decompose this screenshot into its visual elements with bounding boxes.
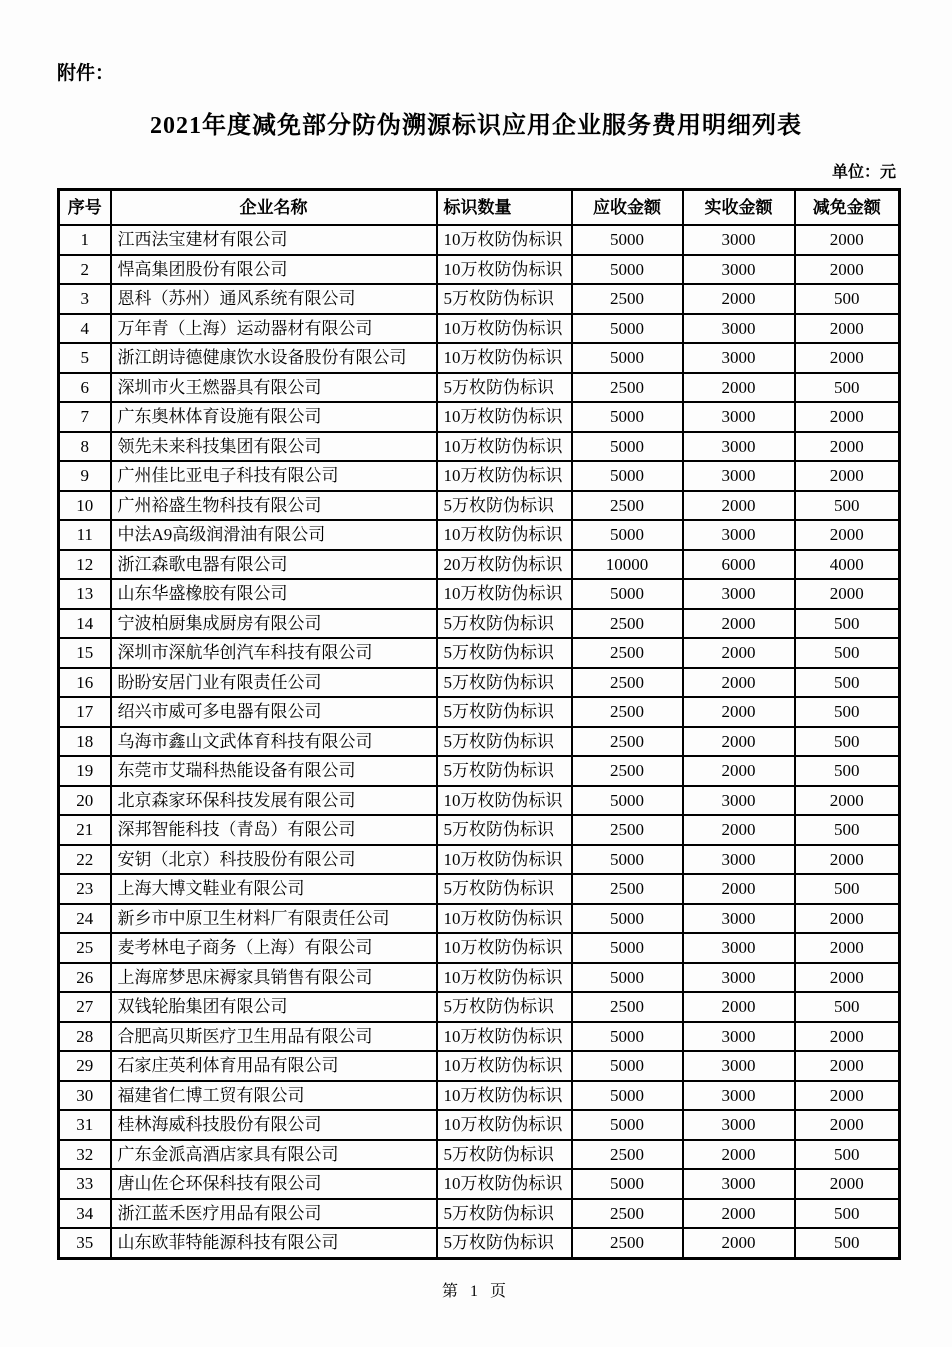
received-amount: 3000 <box>683 255 795 285</box>
reduction-amount: 500 <box>795 1228 900 1258</box>
receivable-amount: 2500 <box>572 1140 683 1170</box>
row-number: 35 <box>59 1228 111 1258</box>
row-number: 5 <box>59 343 111 373</box>
table-row <box>59 1199 900 1229</box>
reduction-amount: 2000 <box>795 1022 900 1052</box>
company-name: 双钱轮胎集团有限公司 <box>111 992 437 1022</box>
row-number: 19 <box>59 756 111 786</box>
receivable-amount: 5000 <box>572 1051 683 1081</box>
label-quantity: 10万枚防伪标识 <box>437 1022 572 1052</box>
reduction-amount: 4000 <box>795 550 900 580</box>
label-quantity: 5万枚防伪标识 <box>437 284 572 314</box>
company-name: 安钥（北京）科技股份有限公司 <box>111 845 437 875</box>
receivable-amount: 2500 <box>572 992 683 1022</box>
reduction-amount: 2000 <box>795 343 900 373</box>
row-number: 24 <box>59 904 111 934</box>
receivable-amount: 5000 <box>572 343 683 373</box>
table-row <box>59 461 900 491</box>
table-row <box>59 1140 900 1170</box>
reduction-amount: 500 <box>795 756 900 786</box>
receivable-amount: 5000 <box>572 520 683 550</box>
received-amount: 3000 <box>683 1110 795 1140</box>
company-name: 浙江森歌电器有限公司 <box>111 550 437 580</box>
receivable-amount: 5000 <box>572 1022 683 1052</box>
label-quantity: 10万枚防伪标识 <box>437 1110 572 1140</box>
label-quantity: 5万枚防伪标识 <box>437 727 572 757</box>
table-row <box>59 874 900 904</box>
row-number: 34 <box>59 1199 111 1229</box>
company-name: 桂林海威科技股份有限公司 <box>111 1110 437 1140</box>
received-amount: 3000 <box>683 845 795 875</box>
company-name: 深邦智能科技（青岛）有限公司 <box>111 815 437 845</box>
table-row <box>59 255 900 285</box>
table-row <box>59 815 900 845</box>
row-number: 1 <box>59 225 111 255</box>
reduction-amount: 500 <box>795 992 900 1022</box>
reduction-amount: 2000 <box>795 314 900 344</box>
row-number: 32 <box>59 1140 111 1170</box>
company-name: 广州佳比亚电子科技有限公司 <box>111 461 437 491</box>
row-number: 30 <box>59 1081 111 1111</box>
label-quantity: 10万枚防伪标识 <box>437 904 572 934</box>
row-number: 3 <box>59 284 111 314</box>
header-received: 实收金额 <box>683 190 795 226</box>
received-amount: 2000 <box>683 373 795 403</box>
company-name: 乌海市鑫山文武体育科技有限公司 <box>111 727 437 757</box>
label-quantity: 10万枚防伪标识 <box>437 255 572 285</box>
label-quantity: 10万枚防伪标识 <box>437 933 572 963</box>
header-quantity: 标识数量 <box>437 190 572 226</box>
receivable-amount: 2500 <box>572 668 683 698</box>
reduction-amount: 500 <box>795 697 900 727</box>
receivable-amount: 2500 <box>572 373 683 403</box>
reduction-amount: 2000 <box>795 461 900 491</box>
header-no: 序号 <box>59 190 111 226</box>
table-row <box>59 550 900 580</box>
company-name: 山东欧菲特能源科技有限公司 <box>111 1228 437 1258</box>
table-row <box>59 963 900 993</box>
row-number: 20 <box>59 786 111 816</box>
received-amount: 6000 <box>683 550 795 580</box>
company-name: 深圳市深航华创汽车科技有限公司 <box>111 638 437 668</box>
received-amount: 2000 <box>683 668 795 698</box>
label-quantity: 10万枚防伪标识 <box>437 1081 572 1111</box>
row-number: 14 <box>59 609 111 639</box>
label-quantity: 10万枚防伪标识 <box>437 432 572 462</box>
company-name: 深圳市火王燃器具有限公司 <box>111 373 437 403</box>
company-name: 上海大博文鞋业有限公司 <box>111 874 437 904</box>
label-quantity: 10万枚防伪标识 <box>437 520 572 550</box>
reduction-amount: 2000 <box>795 255 900 285</box>
table-row <box>59 373 900 403</box>
receivable-amount: 5000 <box>572 904 683 934</box>
table-header <box>59 190 900 226</box>
receivable-amount: 5000 <box>572 1169 683 1199</box>
row-number: 21 <box>59 815 111 845</box>
reduction-amount: 500 <box>795 491 900 521</box>
reduction-amount: 2000 <box>795 579 900 609</box>
receivable-amount: 10000 <box>572 550 683 580</box>
label-quantity: 10万枚防伪标识 <box>437 343 572 373</box>
row-number: 4 <box>59 314 111 344</box>
table-row <box>59 756 900 786</box>
label-quantity: 5万枚防伪标识 <box>437 1228 572 1258</box>
receivable-amount: 5000 <box>572 461 683 491</box>
received-amount: 3000 <box>683 402 795 432</box>
label-quantity: 5万枚防伪标识 <box>437 1140 572 1170</box>
header-company: 企业名称 <box>111 190 437 226</box>
received-amount: 2000 <box>683 727 795 757</box>
table-row <box>59 520 900 550</box>
row-number: 6 <box>59 373 111 403</box>
receivable-amount: 5000 <box>572 1110 683 1140</box>
label-quantity: 5万枚防伪标识 <box>437 609 572 639</box>
label-quantity: 5万枚防伪标识 <box>437 697 572 727</box>
reduction-amount: 500 <box>795 668 900 698</box>
table-row <box>59 992 900 1022</box>
table-row <box>59 225 900 255</box>
table-body <box>59 225 900 1258</box>
received-amount: 3000 <box>683 343 795 373</box>
reduction-amount: 2000 <box>795 225 900 255</box>
header-reduction: 减免金额 <box>795 190 900 226</box>
company-name: 盼盼安居门业有限责任公司 <box>111 668 437 698</box>
reduction-amount: 500 <box>795 373 900 403</box>
received-amount: 2000 <box>683 1199 795 1229</box>
row-number: 13 <box>59 579 111 609</box>
receivable-amount: 5000 <box>572 786 683 816</box>
fee-table <box>57 188 901 1260</box>
company-name: 福建省仁博工贸有限公司 <box>111 1081 437 1111</box>
row-number: 29 <box>59 1051 111 1081</box>
company-name: 合肥高贝斯医疗卫生用品有限公司 <box>111 1022 437 1052</box>
receivable-amount: 2500 <box>572 874 683 904</box>
received-amount: 2000 <box>683 1140 795 1170</box>
row-number: 25 <box>59 933 111 963</box>
company-name: 浙江蓝禾医疗用品有限公司 <box>111 1199 437 1229</box>
label-quantity: 5万枚防伪标识 <box>437 815 572 845</box>
table-row <box>59 697 900 727</box>
row-number: 33 <box>59 1169 111 1199</box>
row-number: 27 <box>59 992 111 1022</box>
reduction-amount: 2000 <box>795 1110 900 1140</box>
row-number: 15 <box>59 638 111 668</box>
received-amount: 3000 <box>683 963 795 993</box>
table-row <box>59 579 900 609</box>
reduction-amount: 2000 <box>795 1051 900 1081</box>
reduction-amount: 500 <box>795 609 900 639</box>
label-quantity: 10万枚防伪标识 <box>437 225 572 255</box>
company-name: 山东华盛橡胶有限公司 <box>111 579 437 609</box>
label-quantity: 5万枚防伪标识 <box>437 373 572 403</box>
reduction-amount: 500 <box>795 727 900 757</box>
received-amount: 3000 <box>683 904 795 934</box>
row-number: 18 <box>59 727 111 757</box>
label-quantity: 10万枚防伪标识 <box>437 461 572 491</box>
reduction-amount: 2000 <box>795 402 900 432</box>
label-quantity: 10万枚防伪标识 <box>437 314 572 344</box>
header-receivable: 应收金额 <box>572 190 683 226</box>
reduction-amount: 2000 <box>795 432 900 462</box>
received-amount: 2000 <box>683 815 795 845</box>
received-amount: 2000 <box>683 609 795 639</box>
reduction-amount: 2000 <box>795 904 900 934</box>
reduction-amount: 2000 <box>795 786 900 816</box>
received-amount: 3000 <box>683 1169 795 1199</box>
received-amount: 2000 <box>683 756 795 786</box>
row-number: 11 <box>59 520 111 550</box>
table-row <box>59 1081 900 1111</box>
table-row <box>59 904 900 934</box>
receivable-amount: 5000 <box>572 314 683 344</box>
table-row <box>59 491 900 521</box>
table-row <box>59 845 900 875</box>
page-title: 2021年度减免部分防伪溯源标识应用企业服务费用明细列表 <box>150 113 802 139</box>
reduction-amount: 500 <box>795 874 900 904</box>
table-row <box>59 343 900 373</box>
received-amount: 2000 <box>683 697 795 727</box>
company-name: 麦考林电子商务（上海）有限公司 <box>111 933 437 963</box>
company-name: 江西法宝建材有限公司 <box>111 225 437 255</box>
receivable-amount: 5000 <box>572 432 683 462</box>
received-amount: 3000 <box>683 461 795 491</box>
receivable-amount: 2500 <box>572 609 683 639</box>
receivable-amount: 2500 <box>572 756 683 786</box>
table-row <box>59 786 900 816</box>
receivable-amount: 2500 <box>572 491 683 521</box>
received-amount: 3000 <box>683 520 795 550</box>
received-amount: 3000 <box>683 1022 795 1052</box>
received-amount: 2000 <box>683 491 795 521</box>
row-number: 10 <box>59 491 111 521</box>
row-number: 22 <box>59 845 111 875</box>
table-row <box>59 1022 900 1052</box>
receivable-amount: 5000 <box>572 963 683 993</box>
receivable-amount: 5000 <box>572 1081 683 1111</box>
label-quantity: 5万枚防伪标识 <box>437 668 572 698</box>
table-row <box>59 609 900 639</box>
receivable-amount: 2500 <box>572 1199 683 1229</box>
company-name: 上海席梦思床褥家具销售有限公司 <box>111 963 437 993</box>
received-amount: 2000 <box>683 1228 795 1258</box>
receivable-amount: 5000 <box>572 579 683 609</box>
receivable-amount: 5000 <box>572 225 683 255</box>
row-number: 26 <box>59 963 111 993</box>
company-name: 悍高集团股份有限公司 <box>111 255 437 285</box>
table-row <box>59 933 900 963</box>
label-quantity: 5万枚防伪标识 <box>437 491 572 521</box>
company-name: 东莞市艾瑞科热能设备有限公司 <box>111 756 437 786</box>
table-row <box>59 638 900 668</box>
label-quantity: 10万枚防伪标识 <box>437 786 572 816</box>
reduction-amount: 500 <box>795 1199 900 1229</box>
table-row <box>59 432 900 462</box>
label-quantity: 5万枚防伪标识 <box>437 1199 572 1229</box>
label-quantity: 5万枚防伪标识 <box>437 992 572 1022</box>
table-row <box>59 1110 900 1140</box>
label-quantity: 10万枚防伪标识 <box>437 845 572 875</box>
received-amount: 2000 <box>683 638 795 668</box>
row-number: 28 <box>59 1022 111 1052</box>
reduction-amount: 2000 <box>795 1169 900 1199</box>
receivable-amount: 2500 <box>572 1228 683 1258</box>
unit-note: 单位：元 <box>831 164 896 181</box>
row-number: 31 <box>59 1110 111 1140</box>
attachment-label: 附件： <box>57 63 115 84</box>
label-quantity: 5万枚防伪标识 <box>437 638 572 668</box>
receivable-amount: 2500 <box>572 638 683 668</box>
label-quantity: 10万枚防伪标识 <box>437 579 572 609</box>
table-row <box>59 314 900 344</box>
label-quantity: 5万枚防伪标识 <box>437 874 572 904</box>
label-quantity: 10万枚防伪标识 <box>437 402 572 432</box>
label-quantity: 10万枚防伪标识 <box>437 1169 572 1199</box>
reduction-amount: 500 <box>795 815 900 845</box>
reduction-amount: 2000 <box>795 963 900 993</box>
row-number: 12 <box>59 550 111 580</box>
company-name: 北京森家环保科技发展有限公司 <box>111 786 437 816</box>
company-name: 领先未来科技集团有限公司 <box>111 432 437 462</box>
receivable-amount: 5000 <box>572 933 683 963</box>
receivable-amount: 2500 <box>572 284 683 314</box>
table-row <box>59 1169 900 1199</box>
table-row <box>59 727 900 757</box>
receivable-amount: 2500 <box>572 815 683 845</box>
reduction-amount: 2000 <box>795 520 900 550</box>
company-name: 浙江朗诗德健康饮水设备股份有限公司 <box>111 343 437 373</box>
table-row <box>59 402 900 432</box>
row-number: 2 <box>59 255 111 285</box>
row-number: 8 <box>59 432 111 462</box>
received-amount: 2000 <box>683 874 795 904</box>
received-amount: 3000 <box>683 786 795 816</box>
table-row <box>59 668 900 698</box>
receivable-amount: 2500 <box>572 727 683 757</box>
received-amount: 2000 <box>683 992 795 1022</box>
receivable-amount: 2500 <box>572 697 683 727</box>
company-name: 广州裕盛生物科技有限公司 <box>111 491 437 521</box>
received-amount: 3000 <box>683 1081 795 1111</box>
label-quantity: 10万枚防伪标识 <box>437 1051 572 1081</box>
company-name: 绍兴市威可多电器有限公司 <box>111 697 437 727</box>
received-amount: 3000 <box>683 579 795 609</box>
company-name: 万年青（上海）运动器材有限公司 <box>111 314 437 344</box>
row-number: 23 <box>59 874 111 904</box>
row-number: 7 <box>59 402 111 432</box>
reduction-amount: 500 <box>795 1140 900 1170</box>
label-quantity: 5万枚防伪标识 <box>437 756 572 786</box>
reduction-amount: 2000 <box>795 933 900 963</box>
reduction-amount: 2000 <box>795 1081 900 1111</box>
company-name: 中法A9高级润滑油有限公司 <box>111 520 437 550</box>
receivable-amount: 5000 <box>572 255 683 285</box>
table-row <box>59 1051 900 1081</box>
received-amount: 3000 <box>683 933 795 963</box>
reduction-amount: 500 <box>795 638 900 668</box>
table-row <box>59 1228 900 1258</box>
label-quantity: 20万枚防伪标识 <box>437 550 572 580</box>
reduction-amount: 2000 <box>795 845 900 875</box>
label-quantity: 10万枚防伪标识 <box>437 963 572 993</box>
company-name: 广东金派高酒店家具有限公司 <box>111 1140 437 1170</box>
received-amount: 2000 <box>683 284 795 314</box>
company-name: 石家庄英利体育用品有限公司 <box>111 1051 437 1081</box>
reduction-amount: 500 <box>795 284 900 314</box>
company-name: 唐山佐仑环保科技有限公司 <box>111 1169 437 1199</box>
received-amount: 3000 <box>683 314 795 344</box>
row-number: 16 <box>59 668 111 698</box>
header-row <box>59 190 900 226</box>
company-name: 新乡市中原卫生材料厂有限责任公司 <box>111 904 437 934</box>
company-name: 恩科（苏州）通风系统有限公司 <box>111 284 437 314</box>
receivable-amount: 5000 <box>572 402 683 432</box>
received-amount: 3000 <box>683 1051 795 1081</box>
row-number: 17 <box>59 697 111 727</box>
received-amount: 3000 <box>683 432 795 462</box>
company-name: 宁波柏厨集成厨房有限公司 <box>111 609 437 639</box>
row-number: 9 <box>59 461 111 491</box>
receivable-amount: 5000 <box>572 845 683 875</box>
received-amount: 3000 <box>683 225 795 255</box>
company-name: 广东奥林体育设施有限公司 <box>111 402 437 432</box>
page-number: 第 1 页 <box>441 1283 510 1300</box>
table-row <box>59 284 900 314</box>
